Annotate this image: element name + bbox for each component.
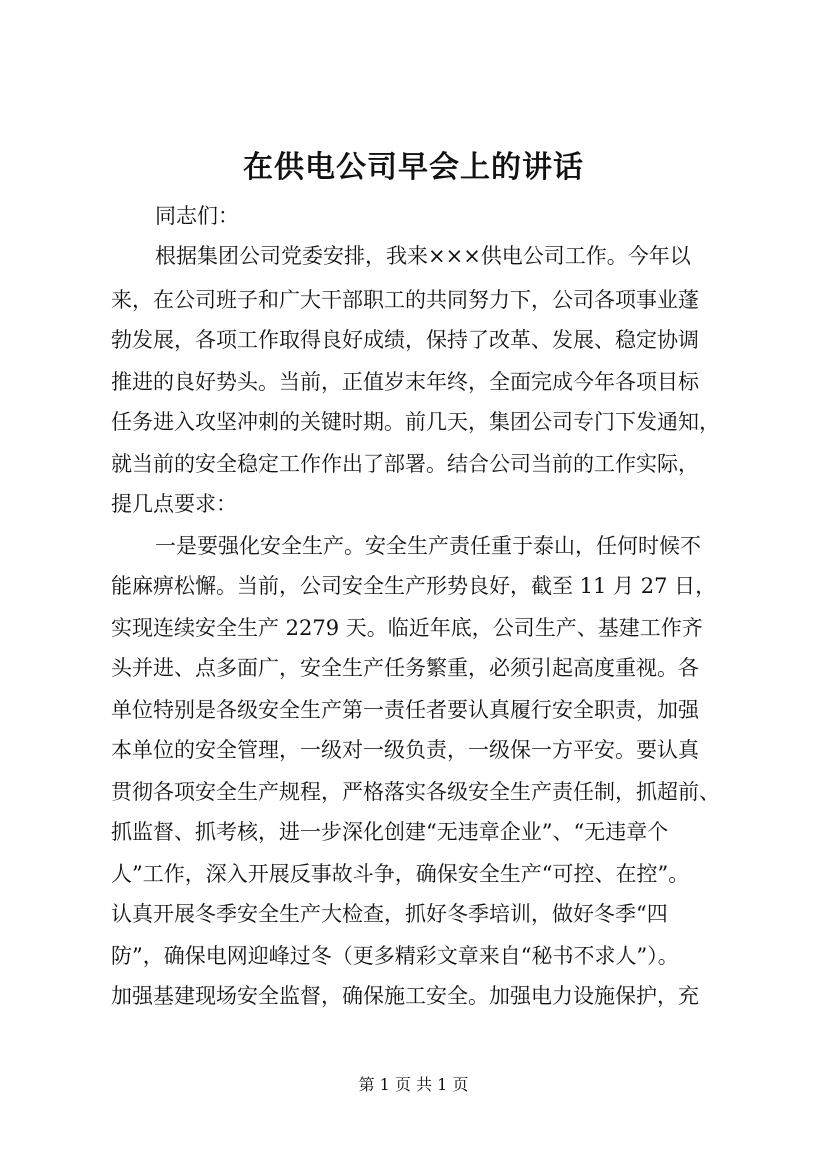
body-line: 头并进、点多面广，安全生产任务繁重，必须引起高度重视。各: [111, 656, 699, 680]
body-line: 加强基建现场安全监督，确保施工安全。加强电力设施保护，充: [111, 984, 699, 1008]
page-number: 第 1 页 共 1 页: [358, 1075, 469, 1094]
body-line: 任务进入攻坚冲刺的关键时期。前几天，集团公司专门下发通知，: [111, 410, 720, 434]
body-line: 贯彻各项安全生产规程，严格落实各级安全生产责任制，抓超前、: [111, 780, 720, 804]
body-line: 一是要强化安全生产。安全生产责任重于泰山，任何时候不: [155, 534, 701, 558]
body-line: 推进的良好势头。当前，正值岁末年终，全面完成今年各项目标: [111, 370, 699, 394]
body-line: 抓监督、抓考核，进一步深化创建“无违章企业”、“无违章个: [111, 820, 669, 844]
body-line: 认真开展冬季安全生产大检查，抓好冬季培训，做好冬季“四: [111, 902, 668, 926]
body-line: 防”，确保电网迎峰过冬（更多精彩文章来自“秘书不求人”）。: [111, 944, 679, 968]
body-line: 就当前的安全稳定工作作出了部署。结合公司当前的工作实际，: [111, 452, 699, 476]
body-line: 来，在公司班子和广大干部职工的共同努力下，公司各项事业蓬: [111, 288, 699, 312]
body-line: 提几点要求：: [111, 492, 237, 516]
document-title: 在供电公司早会上的讲话: [243, 150, 584, 185]
body-line: 勃发展，各项工作取得良好成绩，保持了改革、发展、稳定协调: [111, 328, 699, 352]
body-line: 单位特别是各级安全生产第一责任者要认真履行安全职责，加强: [111, 698, 699, 722]
body-line: 人”工作，深入开展反事故斗争，确保安全生产“可控、在控”。: [111, 862, 690, 886]
body-line: 根据集团公司党委安排，我来×××供电公司工作。今年以: [155, 244, 691, 268]
body-line: 本单位的安全管理，一级对一级负责，一级保一方平安。要认真: [111, 738, 699, 762]
salutation-line: 同志们：: [155, 204, 239, 228]
body-line: 能麻痹松懈。当前，公司安全生产形势良好，截至 11 月 27 日，: [111, 574, 717, 598]
body-line: 实现连续安全生产 2279 天。临近年底，公司生产、基建工作齐: [111, 616, 703, 640]
